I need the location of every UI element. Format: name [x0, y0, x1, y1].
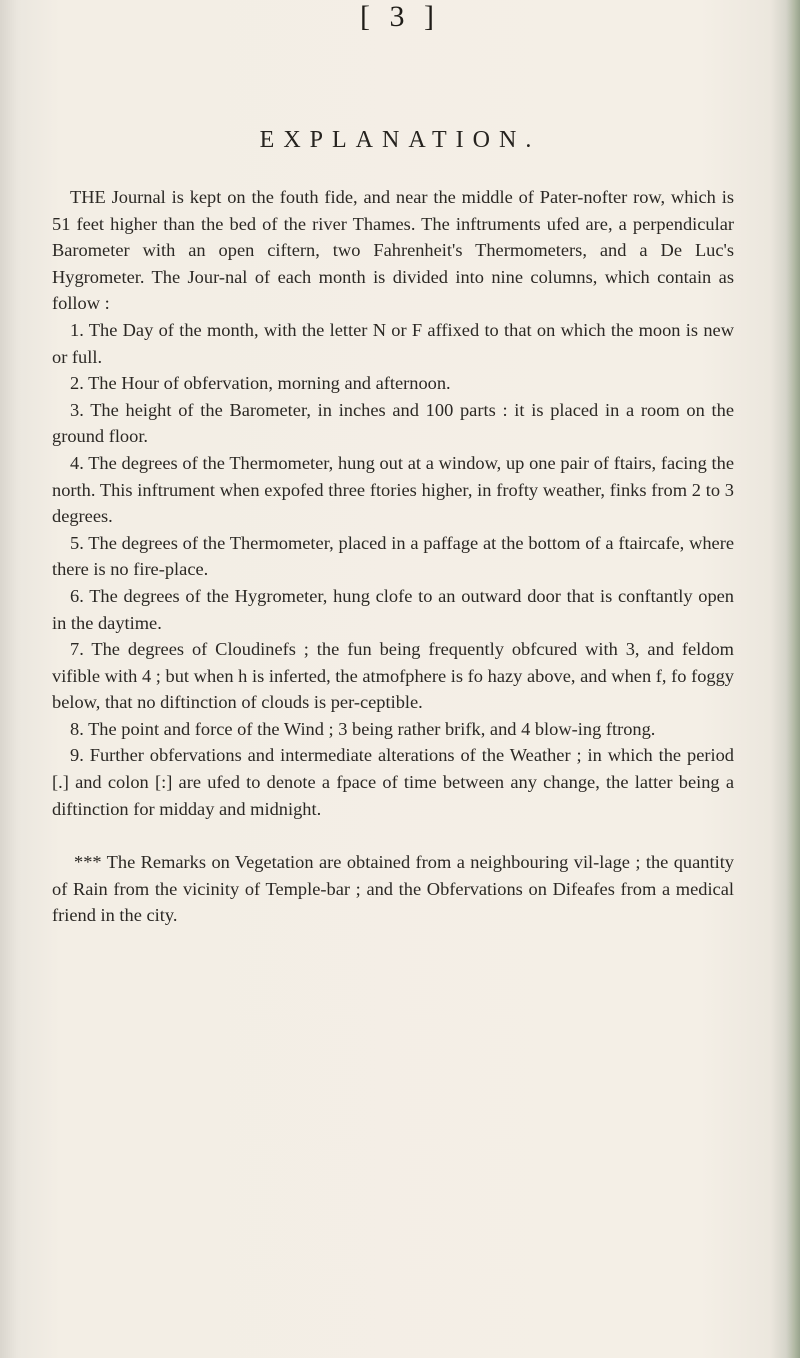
- column-item-6: [52, 583, 734, 636]
- column-text: The Day of the month, with the letter N or F affixed to that on which the moon is new or full.: [52, 319, 734, 367]
- remarks-note: *** The Remarks on Vegetation are obtained from a neighbouring vil-lage ; the quantity of Rain from the vicinity of Temple-bar ; and the Obfervations on Difeafes from a medical friend in the city.: [52, 852, 734, 926]
- column-text: The Hour of obfervation, morning and afternoon.: [88, 373, 451, 394]
- column-number: 6.: [70, 585, 84, 606]
- column-item-8: [52, 716, 734, 743]
- column-number: 3.: [70, 399, 84, 420]
- column-text: The degrees of the Thermometer, hung out at a window, up one pair of ftairs, facing the north. This inftrument when expofed three ftories higher, in frofty weather, finks from 2 to 3 degrees.: [52, 452, 735, 527]
- column-item-7: [52, 636, 734, 716]
- explanation-text: [52, 184, 734, 929]
- column-item-1: [52, 317, 734, 370]
- column-text: The degrees of Cloudinefs ; the fun being frequently obfcured with 3, and feldom vifible with 4 ; but when h is inferted, the atmofphere is fo hazy above, and when f, fo foggy below, that no diftinction of clouds is per-ceptible.: [52, 639, 734, 713]
- page-number: [ 3 ]: [360, 0, 440, 33]
- column-text: The height of the Barometer, in inches and 100 parts : it is placed in a room on the ground floor.: [52, 399, 735, 447]
- intro-paragraph: THE Journal is kept on the fouth fide, and near the middle of Pater-nofter row, which is 51 feet higher than the bed of the river Thames. The inftruments ufed are, a perpendicular Barometer with an open ciftern, two Fahrenheit's Thermometers, and a De Luc's Hygrometer. The Jour-nal of each month is divided into nine columns, which contain as follow :: [52, 187, 734, 314]
- column-item-9: [52, 742, 734, 822]
- column-number: 5.: [70, 532, 84, 553]
- page-title: EXPLANATION.: [259, 127, 541, 153]
- column-item-5: [52, 530, 734, 583]
- column-number: 8.: [70, 718, 84, 739]
- column-item-4: [52, 450, 734, 530]
- column-item-2: [52, 370, 734, 397]
- column-text: The point and force of the Wind ; 3 being rather brifk, and 4 blow-ing ftrong.: [88, 718, 656, 739]
- column-number: 9.: [70, 745, 84, 766]
- column-number: 2.: [70, 373, 84, 394]
- column-text: The degrees of the Hygrometer, hung clofe to an outward door that is conftantly open in the daytime.: [52, 585, 735, 633]
- column-number: 1.: [70, 319, 84, 340]
- page-edge-shadow: [786, 0, 800, 1358]
- column-text: The degrees of the Thermometer, placed in a paffage at the bottom of a ftaircafe, where there is no fire-place.: [52, 532, 734, 580]
- column-number: 7.: [70, 639, 84, 660]
- column-number: 4.: [70, 452, 84, 473]
- column-text: Further obfervations and intermediate alterations of the Weather ; in which the period [.] and colon [:] are ufed to denote a fpace of time between any change, the latter being a diftinction for midday and midnight.: [52, 745, 734, 819]
- column-item-3: [52, 397, 734, 450]
